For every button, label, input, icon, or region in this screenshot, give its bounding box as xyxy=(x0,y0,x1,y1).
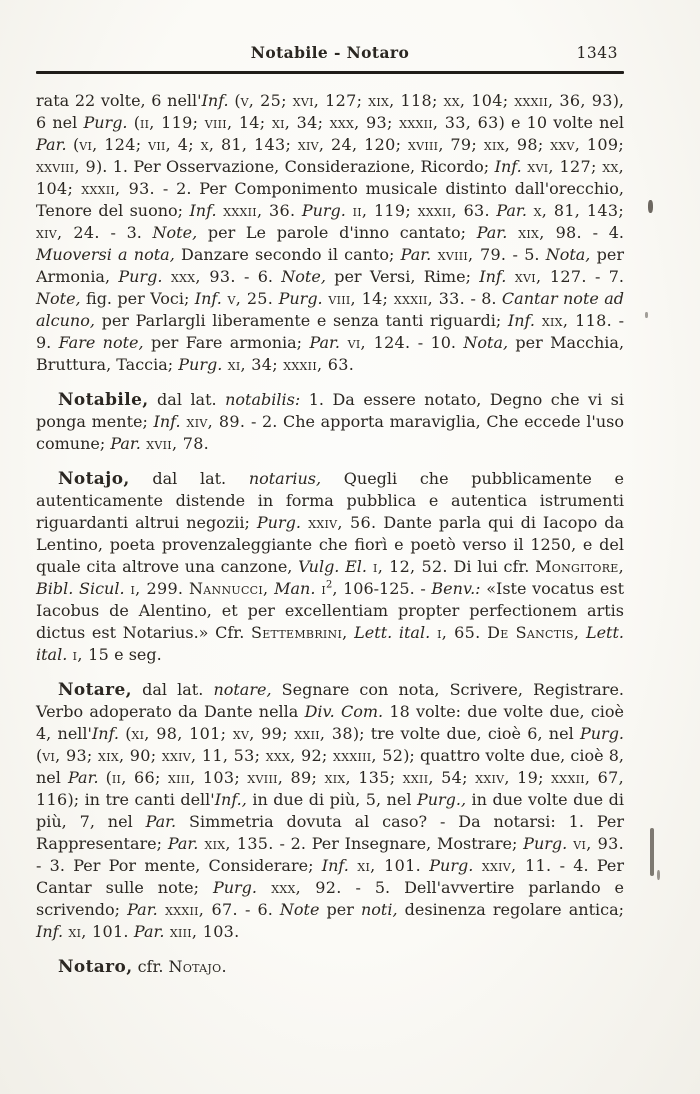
entry-text xyxy=(36,90,624,978)
scan-artifact xyxy=(657,870,660,880)
text-segment: Par. xyxy=(145,812,177,831)
entry-notajo xyxy=(36,467,624,666)
text-segment: Man. xyxy=(274,579,316,598)
text-segment: - 6. xyxy=(235,267,282,286)
text-segment: v, 25. xyxy=(221,289,274,308)
text-segment: dal lat. xyxy=(131,680,214,699)
text-segment: , 106-125. - xyxy=(332,579,432,598)
running-head-title: Notabile - Notaro xyxy=(250,43,410,62)
text-segment: v, 25; xvi, 127; xix, 118; xx, 104; xxxii, 36, 93 xyxy=(240,91,613,110)
text-segment: in due volte due di più, 7, nel xyxy=(36,790,624,831)
text-segment: vi, 93; xix, 90; xxiv, 11, 53; xxx, 92; xxxiii, 52 xyxy=(42,746,404,765)
text-segment: ), 6 nel xyxy=(36,91,625,132)
scan-artifact xyxy=(650,828,654,876)
text-segment: rata 22 volte, 6 nell' xyxy=(36,91,202,110)
text-segment: per Armonia, xyxy=(36,245,624,286)
text-segment: xiv, 89. xyxy=(180,412,246,431)
text-segment: Settembrini, xyxy=(250,623,348,642)
text-segment: Inf. xyxy=(36,922,64,941)
text-segment: i, 15 xyxy=(67,645,110,664)
text-segment: Inf. xyxy=(91,724,119,743)
text-segment: Nota, xyxy=(463,333,509,352)
text-segment: cfr. xyxy=(132,957,169,976)
text-segment: desinenza regolare antica; xyxy=(397,900,624,919)
text-segment: Par. xyxy=(68,768,99,787)
text-segment: Purg. xyxy=(256,513,301,532)
text-segment: ii, 119; viii, 14; xi, 34; xxx, 93; xxxii, 33, 63 xyxy=(139,113,499,132)
text-segment: e seg. xyxy=(109,645,162,664)
text-segment: xi, 101. xyxy=(348,856,421,875)
text-segment: xviii, 79. xyxy=(431,245,507,264)
text-segment: xxx, 93. xyxy=(162,267,236,286)
text-segment: xix, 98. xyxy=(507,223,582,242)
text-segment: Par. xyxy=(110,434,141,453)
text-segment: - 2. Che apporta maraviglia, Che eccede l'uso comune; xyxy=(36,412,624,453)
text-segment: Lett. ital. xyxy=(36,623,624,664)
text-segment: Purg. xyxy=(83,113,128,132)
text-segment xyxy=(579,623,586,642)
text-segment: Note xyxy=(279,900,320,919)
text-segment: De Sanctis, xyxy=(487,623,580,642)
entry-notare xyxy=(36,678,624,943)
text-segment: xxiv, 11. xyxy=(473,856,552,875)
text-segment: Inf. xyxy=(321,856,349,875)
text-segment: Par. xyxy=(496,201,527,220)
text-segment: - 5. xyxy=(506,245,546,264)
text-segment: Inf. xyxy=(194,289,222,308)
text-segment: xi, 101. xyxy=(63,922,129,941)
text-segment: Note, xyxy=(281,267,326,286)
text-segment: xxxii, 67. xyxy=(157,900,238,919)
text-segment: Par. xyxy=(133,922,165,941)
text-segment: ); in tre canti dell' xyxy=(67,790,215,809)
text-segment: ( xyxy=(119,724,132,743)
text-segment: Purg. xyxy=(118,267,163,286)
text-segment: Inf. xyxy=(201,91,229,110)
text-segment: i, 12, 52. xyxy=(367,557,448,576)
text-segment: notarius, xyxy=(248,469,322,488)
text-segment: ). 1. Per Osservazione, Considerazione, Ricordo; xyxy=(96,157,495,176)
text-segment: Par. xyxy=(309,333,340,352)
text-segment: - 2. Per Componimento musicale distinto dall'orecchio, Tenore del suono; xyxy=(36,179,624,220)
text-segment: Inf. xyxy=(153,412,181,431)
text-segment: vi, 93. xyxy=(567,834,625,853)
text-segment: Notajo. xyxy=(168,957,227,976)
text-segment: Purg. xyxy=(178,355,223,374)
text-segment: i, 299. xyxy=(124,579,184,598)
text-segment: Purg. xyxy=(301,201,346,220)
text-segment: xix, 118. xyxy=(534,311,612,330)
text-segment: dal lat. xyxy=(129,469,249,488)
text-segment: dal lat. xyxy=(148,390,226,409)
text-segment: notabilis: xyxy=(225,390,301,409)
text-segment: ); quattro volte due, cioè 8, nel xyxy=(36,746,624,787)
text-segment: Purg. xyxy=(429,856,474,875)
text-segment: Div. Com. xyxy=(304,702,384,721)
text-segment: Cantar note ad alcuno, xyxy=(36,289,625,330)
text-segment: xxiv, 56. xyxy=(300,513,377,532)
text-segment: noti, xyxy=(360,900,398,919)
text-segment: xvi, 127; xx, 104; xxxii, 93. xyxy=(36,157,624,198)
text-segment: - 4. Per Cantar sulle note; xyxy=(36,856,625,897)
text-segment: Di lui cfr. xyxy=(447,557,536,576)
text-segment: xxx, 92. xyxy=(257,878,342,897)
text-segment: - 3. xyxy=(99,223,153,242)
text-segment: Inf., xyxy=(214,790,247,809)
text-segment: Purg. xyxy=(523,834,568,853)
header-rule xyxy=(36,71,624,74)
text-segment: ( xyxy=(66,135,80,154)
scan-artifact xyxy=(648,200,653,213)
text-segment: i, 65. xyxy=(430,623,481,642)
text-segment: - 5. Dell'avvertire parlando e scrivendo; xyxy=(36,878,624,919)
text-segment: Mongitore, xyxy=(535,557,625,576)
text-segment: xvi, 127. xyxy=(506,267,587,286)
text-segment: Fare note, xyxy=(58,333,144,352)
text-segment: Notajo, xyxy=(58,468,130,488)
text-segment: Par. xyxy=(36,135,67,154)
text-segment: - 9. xyxy=(36,311,625,352)
text-segment: in due di più, 5, nel xyxy=(246,790,417,809)
text-segment: fig. per Voci; xyxy=(80,289,195,308)
text-segment: Purg., xyxy=(416,790,467,809)
text-segment: xix, 135. xyxy=(198,834,274,853)
entry-notabile xyxy=(36,388,624,455)
text-segment: Segnare con nota, Scrivere, Registrare. Verbo adoperato da Dante nella xyxy=(36,680,624,721)
text-segment: per Le parole d'inno cantato; xyxy=(197,223,477,242)
text-segment: Purg. xyxy=(579,724,625,743)
text-segment: Bibl. Sicul. xyxy=(36,579,125,598)
text-segment: Inf. xyxy=(494,157,522,176)
text-segment: viii, 14; xxxii, 33. xyxy=(322,289,466,308)
text-segment: ); tre volte due, cioè 6, nel xyxy=(352,724,580,743)
text-segment: Danzare secondo il canto; xyxy=(174,245,401,264)
text-segment: - 7. xyxy=(586,267,625,286)
text-segment: per xyxy=(319,900,361,919)
text-segment: Notabile, xyxy=(58,389,149,409)
text-segment: Par. xyxy=(127,900,158,919)
text-segment: Note, xyxy=(36,289,81,308)
text-segment: ( xyxy=(228,91,241,110)
text-segment: per Versi, Rime; xyxy=(325,267,480,286)
text-block xyxy=(36,0,624,978)
text-segment: vi, 124; vii, 4; x, 81, 143; xiv, 24, 120; xviii, 79; xix, 98; xxv, 109; xxviii, 9 xyxy=(36,135,625,176)
text-segment: Inf. xyxy=(507,311,535,330)
text-segment: ( xyxy=(127,113,140,132)
text-segment: Inf. xyxy=(189,201,217,220)
text-segment: Purg. xyxy=(212,878,257,897)
text-segment: Purg. xyxy=(278,289,323,308)
text-segment: 1. Da essere notato, Degno che vi si ponga mente; xyxy=(36,390,625,431)
text-segment: per Fare armonia; xyxy=(143,333,310,352)
text-segment: - 6. xyxy=(237,900,280,919)
text-segment: x, 81, 143; xiv, 24. xyxy=(36,201,625,242)
entry-nota-continuation xyxy=(36,90,624,376)
text-segment: - 3. Per Por mente, Considerare; xyxy=(36,856,322,875)
text-segment: 18 volte: due volte due, cioè 4, nell' xyxy=(36,702,625,743)
text-segment: Muoversi a nota, xyxy=(36,245,175,264)
text-segment: vi, 124. xyxy=(340,333,411,352)
text-segment: - 4. xyxy=(581,223,625,242)
text-segment: Notare, xyxy=(58,679,132,699)
text-segment: Note, xyxy=(152,223,198,242)
text-segment: Simmetria dovuta al caso? - Da notarsi: 1. Per Rappresentare; xyxy=(36,812,624,853)
text-segment: xxxii, 36. xyxy=(216,201,296,220)
text-segment: Benv.: xyxy=(431,579,481,598)
text-segment: Lett. ital. xyxy=(354,623,431,642)
text-segment: per Macchia, Bruttura, Taccia; xyxy=(36,333,625,374)
text-segment: Nannucci, xyxy=(189,579,269,598)
text-segment: Par. xyxy=(400,245,432,264)
text-segment: Notaro, xyxy=(58,956,133,976)
text-segment: - 8. xyxy=(465,289,502,308)
scan-artifact xyxy=(645,312,648,318)
text-segment: Dante parla qui di Iacopo da Lentino, poeta provenzaleggiante che fiorì e poetò verso il 1250, e del quale cita altrove una canzone, xyxy=(36,513,625,576)
text-segment: 2 xyxy=(326,579,333,591)
text-segment: Par. xyxy=(476,223,508,242)
text-segment: ) e 10 volte nel xyxy=(498,113,625,132)
text-segment: Par. xyxy=(167,834,199,853)
text-segment: xi, 98, 101; xv, 99; xxii, 38 xyxy=(131,724,353,743)
text-segment: ii, 119; xxxii, 63. xyxy=(345,201,490,220)
text-segment: «Iste vocatus est Iacobus de Alentino, et per excellentiam propter perfectionem artis dictus est Notarius.» Cfr. xyxy=(36,579,624,642)
text-segment: ii, 66; xiii, 103; xviii, 89; xix, 135; xxii, 54; xxiv, 19; xxxii, 67, 116 xyxy=(36,768,624,809)
text-segment: Inf. xyxy=(479,267,507,286)
entry-notaro xyxy=(36,955,624,978)
text-segment: Nota, xyxy=(545,245,591,264)
text-segment: - 2. Per Insegnare, Mostrare; xyxy=(273,834,524,853)
text-segment: xi, 34; xxxii, 63. xyxy=(222,355,355,374)
text-segment: Quegli che pubblicamente e autenticamente distende in forma pubblica e autentica istrumenti riguardanti altrui negozii; xyxy=(36,469,624,532)
text-segment xyxy=(421,856,429,875)
text-segment: - 10. xyxy=(410,333,464,352)
text-segment: per Parlargli liberamente e senza tanti riguardi; xyxy=(94,311,508,330)
text-segment: ( xyxy=(98,768,112,787)
text-segment: xvii, 78. xyxy=(140,434,210,453)
text-segment: i xyxy=(315,579,327,598)
page-number: 1343 xyxy=(576,44,618,62)
text-segment: Vulg. El. xyxy=(298,557,368,576)
page-header xyxy=(36,44,624,64)
text-segment: notare, xyxy=(213,680,272,699)
text-segment: xiii, 103. xyxy=(164,922,240,941)
text-segment: ( xyxy=(36,746,43,765)
